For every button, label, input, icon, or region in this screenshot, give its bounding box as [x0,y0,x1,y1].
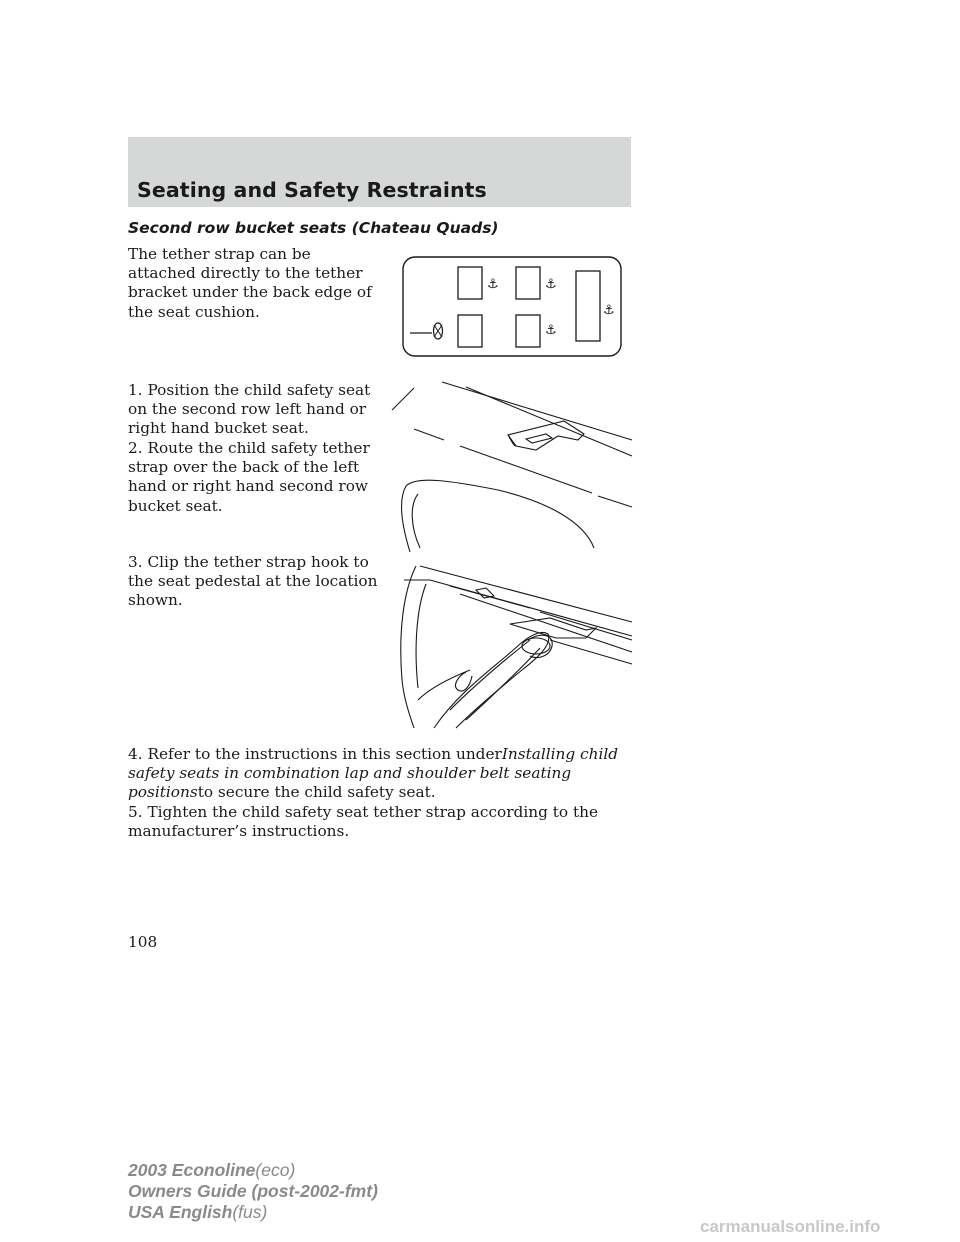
seat-outline [516,267,540,299]
svg-text:⚓: ⚓ [545,277,557,292]
step-4-intro: 4. Refer to the instructions in this section under [128,745,502,763]
step-3: 3. Clip the tether strap hook to the seat pedestal at the location shown. [128,553,378,610]
footer-guide: Owners Guide (post-2002-fmt) [128,1181,378,1201]
section-title: Seating and Safety Restraints [137,178,487,202]
step-1: 1. Position the child safety seat on the second row left hand or right hand bucket seat. [128,381,371,438]
intro-paragraph: The tether strap can be attached directly to the tether bracket under the back edge of the seat cushion. [128,245,372,321]
step-2: 2. Route the child safety tether strap over the back of the left hand or right hand second row bucket seat. [128,439,370,515]
step-4-outro: to secure the child safety seat. [197,783,436,802]
footer-model-code: (eco) [255,1160,296,1180]
seating-diagram [402,256,624,358]
svg-text:⚓: ⚓ [545,323,557,338]
tether-hook-illustration [390,560,636,732]
step-5: 5. Tighten the child safety seat tether strap according to the manufacturer’s instructions. [128,803,598,841]
document-footer [128,1160,378,1223]
step-4 [128,745,633,803]
cross-reference: Installing child safety seats in combination lap and shoulder belt seating positions [128,745,619,802]
website-watermark: carmanualsonline.info [700,1217,881,1236]
footer-language: USA English [128,1202,233,1222]
footer-model: 2003 Econoline [128,1160,256,1180]
tether-bracket-illustration [388,376,636,552]
seat-outline [458,315,482,347]
footer-language-code: (fus) [232,1202,268,1222]
svg-text:⚓: ⚓ [487,277,499,292]
subhead: Second row bucket seats (Chateau Quads) [128,219,499,237]
page-number: 108 [128,933,158,951]
seat-outline [458,267,482,299]
seat-outline [516,315,540,347]
seat-outline [576,271,600,341]
anchor-icon [487,277,615,338]
svg-text:⚓: ⚓ [603,303,615,318]
